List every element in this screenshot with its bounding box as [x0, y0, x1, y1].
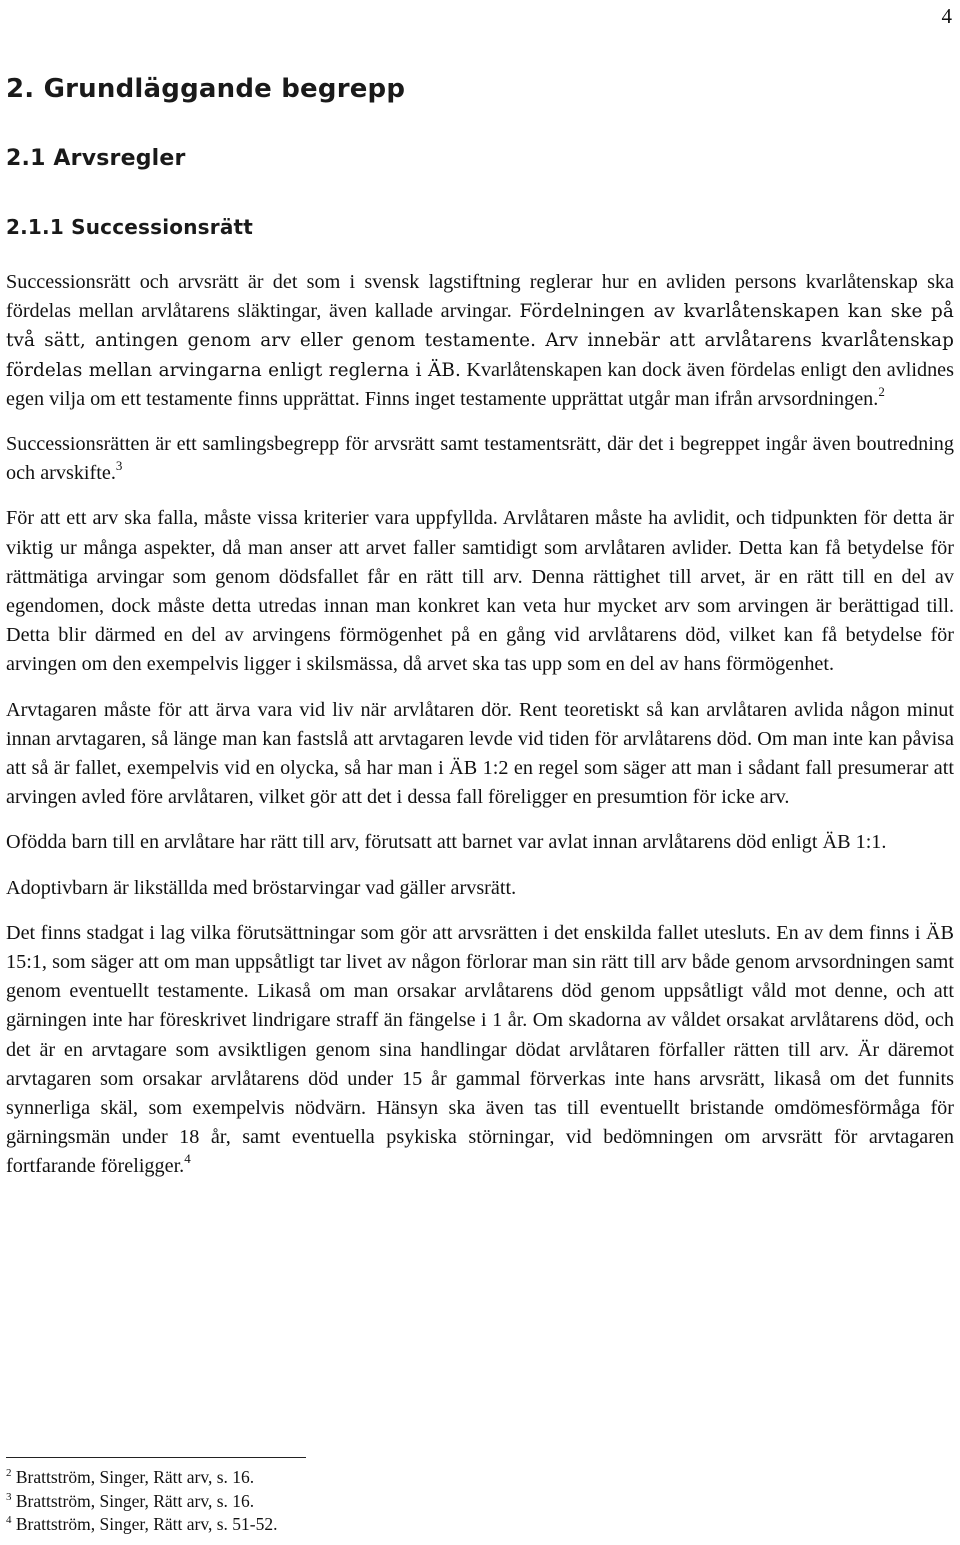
- body-text: [6, 268, 954, 1198]
- paragraph: [6, 874, 954, 903]
- paragraph: [6, 504, 954, 679]
- paragraph-text: För att ett arv ska falla, måste vissa kriterier vara uppfyllda. Arvlåtaren måste ha avlidit, och tidpunkten för detta är viktig ur många aspekter, då man anser att arvet faller samtidigt som arvlåtaren avlider. Detta kan få betydelse för rättmätiga arvingar som genom dödsfallet får en rätt till arv. Denna rättighet till arvet, är en rätt till en del av egendomen, dock måste detta utredas innan man konkret kan veta hur mycket arv som arvingen är berättigad till. Detta blir därmed en del av arvingens förmögenhet på en gång vid arvlåtarens död, vilket kan få betydelse för arvingen om den exempelvis ligger i skilsmässa, då arvet ska tas upp som en del av hans förmögenhet.: [6, 507, 954, 676]
- footnote-number: 4: [6, 1514, 12, 1526]
- subsection-heading: 2.1.1 Successionsrätt: [6, 215, 254, 239]
- paragraph: [6, 919, 954, 1182]
- paragraph: [6, 430, 954, 488]
- chapter-heading: 2. Grundläggande begrepp: [6, 74, 406, 104]
- paragraph-text: Arvtagaren måste för att ärva vara vid liv när arvlåtaren dör. Rent teoretiskt så kan arvlåtaren avlida någon minut innan arvtagaren, så länge man kan fastslå att arvtagaren levde vid tiden för arvlåtarens död. Om man inte kan påvisa att så är fallet, exempelvis vid en olycka, så har man i ÄB 1:2 en regel som säger att man i sådant fall presumerar att arvingen avled före arvlåtaren, vilket gör att det i dessa fall föreligger en presumtion för icke arv.: [6, 698, 954, 809]
- footnote: [6, 1466, 277, 1490]
- paragraph: [6, 828, 954, 857]
- footnote-number: 3: [6, 1490, 12, 1503]
- page-number: 4: [941, 4, 952, 28]
- footnote-text: Brattström, Singer, Rätt arv, s. 16.: [15, 1490, 255, 1511]
- footnotes: [6, 1466, 277, 1537]
- section-heading: 2.1 Arvsregler: [6, 146, 186, 171]
- footnote: [6, 1490, 277, 1514]
- paragraph-text: Adoptivbarn är likställda med bröstarvingar vad gäller arvsrätt.: [6, 876, 517, 899]
- footnote-ref[interactable]: 4: [184, 1151, 191, 1167]
- paragraph-text: Successionsrätt och arvsrätt är det som i svensk lagstiftning reglerar hur en avliden persons kvarlåtenskap ska fördelas mellan arvlåtarens släktingar, även kallade arvingar.: [6, 271, 954, 323]
- paragraph-text: Ofödda barn till en arvlåtare har rätt till arv, förutsatt att barnet var avlat innan arvlåtarens död enligt ÄB 1:1.: [6, 831, 887, 854]
- paragraph: [6, 268, 954, 414]
- footnote-separator: [6, 1457, 306, 1458]
- footnote-text: Brattström, Singer, Rätt arv, s. 16.: [15, 1467, 255, 1487]
- paragraph-text: Det finns stadgat i lag vilka förutsättningar som gör att arvsrätten i det enskilda fallet utesluts. En av dem finns i ÄB 15:1, som säger att om man uppsåtligt tar livet av någon förlorar man sin rätt till arv både genom arvsordningen samt genom eventuellt testamente. Likaså om man orsakar arvlåtarens död genom uppsåtligt våld mot denne, och att gärningen inte har föreskrivet lindrigare straff än fängelse i 1 år. Om skadorna av våldet orsakat arvlåtarens död, och det är en arvtagare som avsiktligen genom sina handlingar dödat arvlåtaren förfaller rätten till arv. Är däremot arvtagaren som orsakar arvlåtarens död under 15 år gammal förverkas inte hans arvsrätt, likaså om det funnits synnerliga skäl, som exempelvis nödvärn. Hänsyn ska även tas till eventuellt bristande omdömesförmåga för gärningsmän under 18 år, samt eventuella psykiska störningar, vid bedömningen om arvsrätt för arvtagaren fortfarande föreligger.: [6, 921, 954, 1178]
- paragraph-text: Successionsrätten är ett samlingsbegrepp för arvsrätt samt testamentsrätt, där det i begreppet ingår även boutredning och arvskifte.: [6, 433, 954, 485]
- footnote-text: Brattström, Singer, Rätt arv, s. 51-52.: [15, 1514, 278, 1534]
- paragraph-text: Fördelningen av kvarlåtenskapen kan ske på två sätt, antingen genom arv eller genom testamente. Arv innebär att arvlåtarens kvarlåtenskap fördelas mellan arvingarna enligt reglerna i ÄB.: [6, 301, 954, 381]
- paragraph-text: Kvarlåtenskapen kan dock även fördelas enligt den avlidnes egen vilja om ett testamente finns upprättat. Finns inget testamente upprättat utgår man ifrån arvsordningen.: [6, 358, 955, 410]
- footnote-ref[interactable]: 2: [878, 383, 885, 399]
- paragraph: [6, 696, 954, 813]
- footnote: [6, 1513, 277, 1537]
- footnote-number: 2: [6, 1467, 12, 1479]
- footnote-ref[interactable]: 3: [115, 458, 123, 474]
